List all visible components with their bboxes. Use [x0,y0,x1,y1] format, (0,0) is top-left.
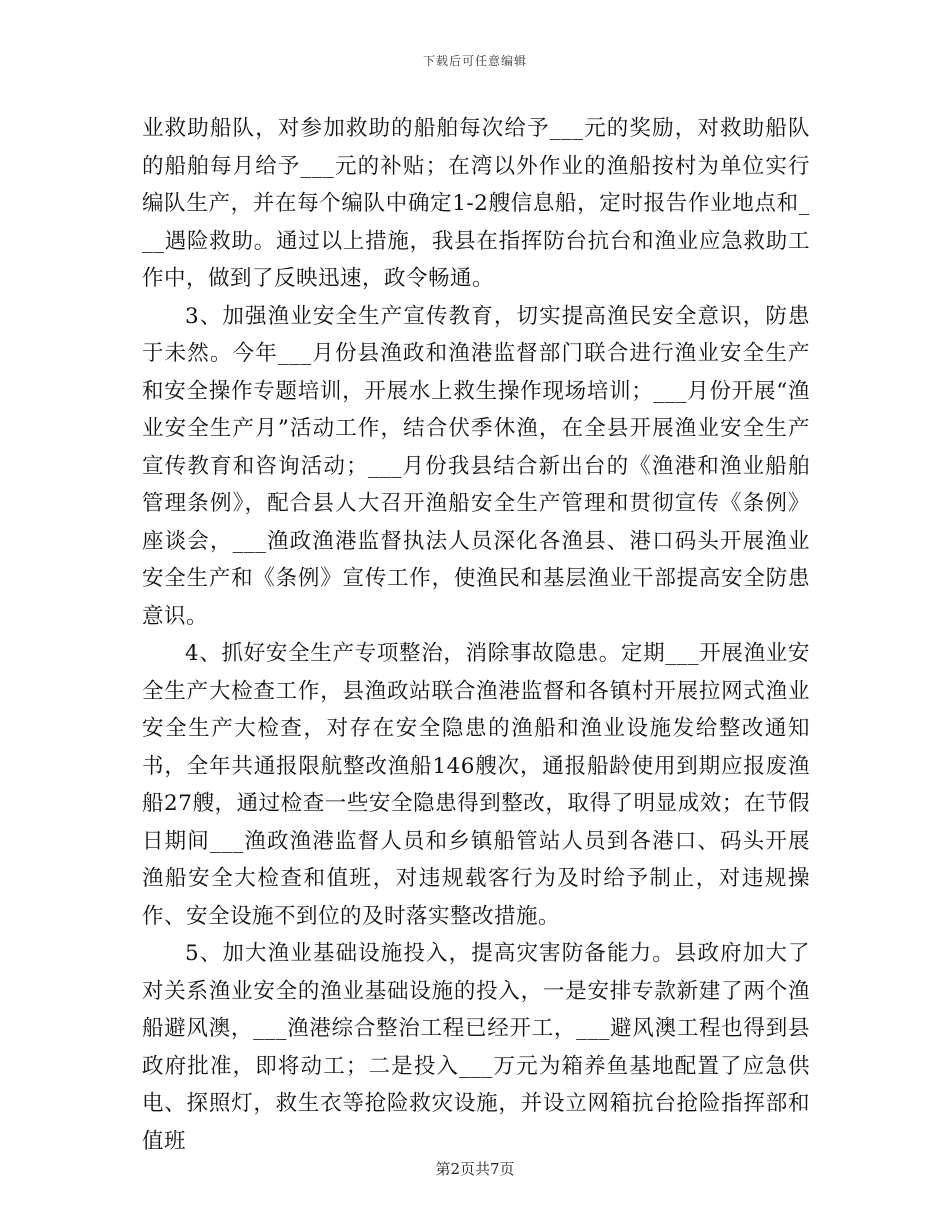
paragraph-4-safety-inspection: 4、抓好安全生产专项整治，消除事故隐患。定期___开展渔业安全生产大检查工作，县渔政站联合渔港监督和各镇村开展拉网式渔业安全生产大检查，对存在安全隐患的渔船和渔业设施发给整改通知书，全年共通报限航整改渔船146艘次，通报船龄使用到期应报废渔船27艘，通过检查一些安全隐患得到整改，取得了明显成效；在节假日期间___渔政渔港监督人员和乡镇船管站人员到各港口、码头开展渔船安全大检查和值班，对违规载客行为及时给予制止，对违规操作、安全设施不到位的及时落实整改措施。 [142,641,810,929]
paragraph-continuation: 业救助船队，对参加救助的船舶每次给予___元的奖励，对救助船队的船舶每月给予___元的补贴；在湾以外作业的渔船按村为单位实行编队生产，并在每个编队中确定1-2艘信息船，定时报告作业地点和___遇险救助。通过以上措施，我县在指挥防台抗台和渔业应急救助工作中，做到了反映迅速，政令畅通。 [142,116,810,291]
document-body [142,110,810,1160]
paragraph-3-safety-education: 3、加强渔业安全生产宣传教育，切实提高渔民安全意识，防患于未然。今年___月份县渔政和渔港监督部门联合进行渔业安全生产和安全操作专题培训，开展水上救生操作现场培训；___月份开展“渔业安全生产月”活动工作，结合伏季休渔，在全县开展渔业安全生产宣传教育和咨询活动；___月份我县结合新出台的《渔港和渔业船舶管理条例》，配合县人大召开渔船安全生产管理和贯彻宣传《条例》座谈会，___渔政渔港监督执法人员深化各渔县、港口码头开展渔业安全生产和《条例》宣传工作，使渔民和基层渔业干部提高安全防患意识。 [142,303,810,629]
page-number: 第2页共7页 [435,1160,515,1178]
paragraph-5-infrastructure: 5、加大渔业基础设施投入，提高灾害防备能力。县政府加大了对关系渔业安全的渔业基础设施的投入，一是安排专款新建了两个渔船避风澳，___渔港综合整治工程已经开工，___避风澳工程也得到县政府批准，即将动工；二是投入___万元为箱养鱼基地配置了应急供电、探照灯，救生衣等抢险救灾设施，并设立网箱抗台抢险指挥部和值班 [142,941,810,1154]
page-header-note: 下载后可任意编辑 [422,54,527,68]
